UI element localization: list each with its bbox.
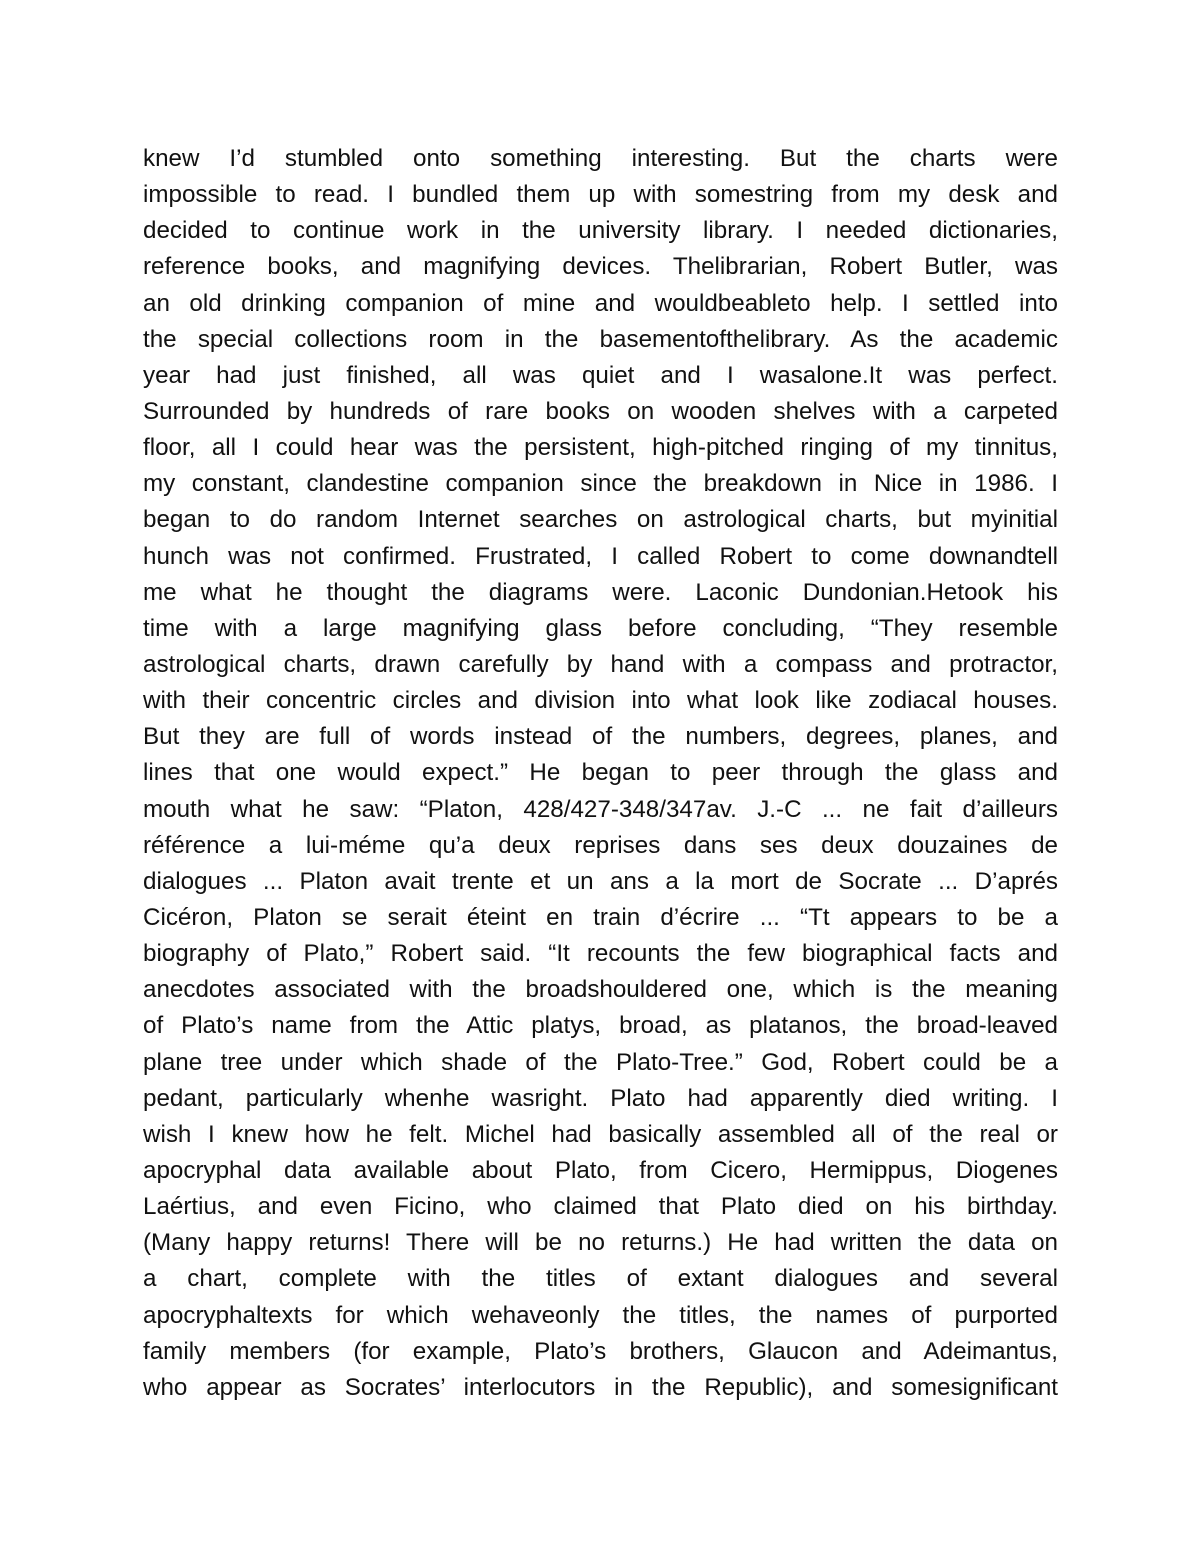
body-text xyxy=(143,141,1058,1406)
text-line: a chart, complete with the titles of extant dialogues and several xyxy=(143,1265,1058,1293)
text-line: wish I knew how he felt. Michel had basically assembled all of the real or xyxy=(143,1120,1058,1148)
text-line: apocryphaltexts for which wehaveonly the titles, the names of purported xyxy=(143,1301,1058,1329)
text-line: my constant, clandestine companion since the breakdown in Nice in 1986. I xyxy=(143,470,1058,498)
text-line: hunch was not confirmed. Frustrated, I called Robert to come downandtell xyxy=(143,542,1058,570)
text-line: biography of Plato,” Robert said. “It recounts the few biographical facts and xyxy=(143,940,1058,968)
text-line: Surrounded by hundreds of rare books on wooden shelves with a carpeted xyxy=(143,397,1058,425)
text-line: plane tree under which shade of the Plato-Tree.” God, Robert could be a xyxy=(143,1048,1058,1076)
text-line: (Many happy returns! There will be no returns.) He had written the data on xyxy=(143,1229,1058,1257)
text-line: who appear as Socrates’ interlocutors in the Republic), and somesignificant xyxy=(143,1373,1058,1401)
text-line: lines that one would expect.” He began to peer through the glass and xyxy=(143,759,1058,787)
text-line: impossible to read. I bundled them up with somestring from my desk and xyxy=(143,181,1058,209)
text-line: pedant, particularly whenhe wasright. Plato had apparently died writing. I xyxy=(143,1084,1058,1112)
text-line: apocryphal data available about Plato, from Cicero, Hermippus, Diogenes xyxy=(143,1156,1058,1184)
text-line: year had just finished, all was quiet and I wasalone.It was perfect. xyxy=(143,361,1058,389)
text-line: floor, all I could hear was the persistent, high-pitched ringing of my tinnitus, xyxy=(143,434,1058,462)
text-line: anecdotes associated with the broadshouldered one, which is the meaning xyxy=(143,976,1058,1004)
text-line: knew I’d stumbled onto something interesting. But the charts were xyxy=(143,145,1058,172)
text-line: me what he thought the diagrams were. Laconic Dundonian.Hetook his xyxy=(143,578,1058,606)
text-line: référence a lui-méme qu’a deux reprises dans ses deux douzaines de xyxy=(143,831,1058,859)
text-line: the special collections room in the basementofthelibrary. As the academic xyxy=(143,325,1058,353)
text-line: But they are full of words instead of the numbers, degrees, planes, and xyxy=(143,723,1058,751)
text-line: astrological charts, drawn carefully by hand with a compass and protractor, xyxy=(143,650,1058,678)
text-line: Cicéron, Platon se serait éteint en train d’écrire ... “Tt appears to be a xyxy=(143,903,1058,931)
text-line: with their concentric circles and division into what look like zodiacal houses. xyxy=(143,687,1058,715)
text-line: mouth what he saw: “Platon, 428/427-348/347av. J.-C ... ne fait d’ailleurs xyxy=(143,795,1058,823)
text-line: family members (for example, Plato’s brothers, Glaucon and Adeimantus, xyxy=(143,1337,1058,1365)
text-line: dialogues ... Platon avait trente et un ans a la mort de Socrate ... D’aprés xyxy=(143,867,1058,895)
text-line: began to do random Internet searches on astrological charts, but myinitial xyxy=(143,506,1058,534)
text-line: an old drinking companion of mine and wouldbeableto help. I settled into xyxy=(143,289,1058,317)
text-line: Laértius, and even Ficino, who claimed that Plato died on his birthday. xyxy=(143,1193,1058,1221)
text-line: decided to continue work in the university library. I needed dictionaries, xyxy=(143,217,1058,245)
text-line: of Plato’s name from the Attic platys, broad, as platanos, the broad-leaved xyxy=(143,1012,1058,1040)
text-line: reference books, and magnifying devices. Thelibrarian, Robert Butler, was xyxy=(143,253,1058,281)
text-line: time with a large magnifying glass before concluding, “They resemble xyxy=(143,614,1058,642)
